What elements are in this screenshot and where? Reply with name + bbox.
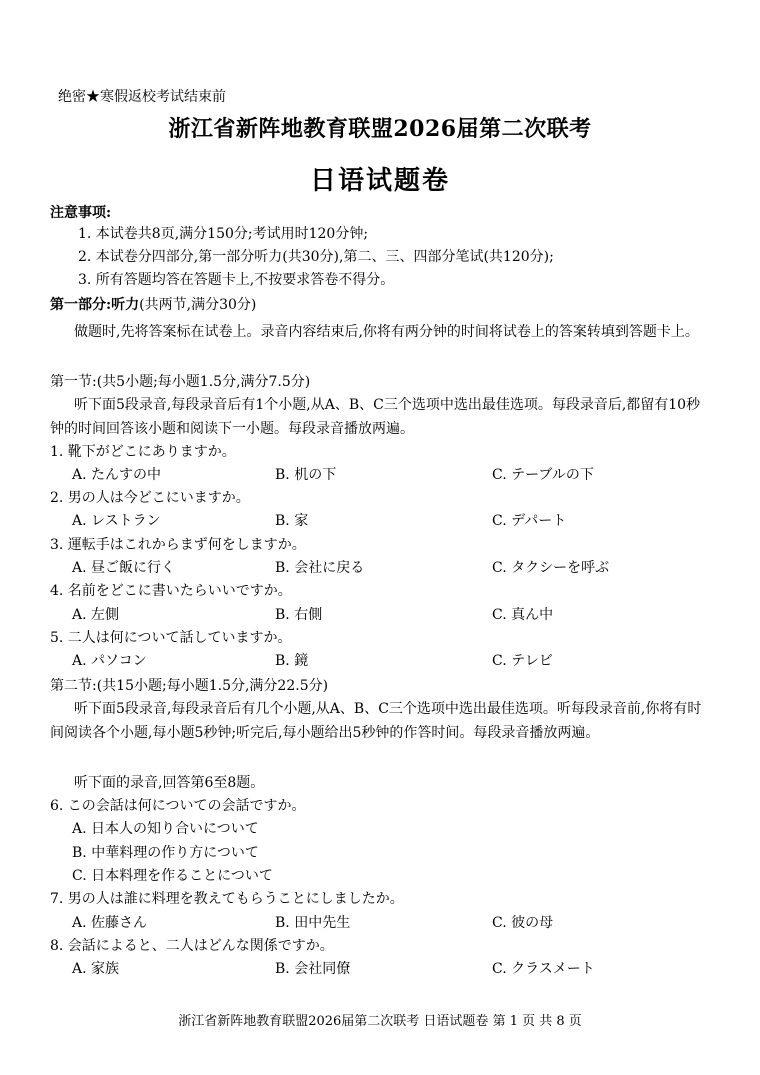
option-a: A. 家族: [72, 961, 120, 977]
option-c: C. テーブルの下: [492, 467, 594, 483]
question-2: 2. 男の人は今どこにいますか。: [50, 490, 250, 506]
option-b: B. 中華料理の作り方について: [72, 845, 259, 861]
question-1: 1. 靴下がどこにありますか。: [50, 444, 236, 460]
part1-instruction: 做题时,先将答案标在试卷上。录音内容结束后,你将有两分钟的时间将试卷上的答案转填到答题卡上。: [74, 324, 699, 340]
exam-title: 浙江省新阵地教育联盟2026届第二次联考: [168, 116, 592, 142]
part1-heading-bold: 第一部分:听力: [50, 297, 140, 313]
option-c: C. テレビ: [492, 653, 553, 669]
section1-instruction: 听下面5段录音,每段录音后有1个小题,从A、B、C三个选项中选出最佳选项。每段录音后,都留有10秒钟的时间回答该小题和阅读下一小题。每段录音播放两遍。: [50, 397, 701, 437]
question-4: 4. 名前をどこに書いたらいいですか。: [50, 583, 292, 599]
section2-instruction: 听下面5段录音,每段录音后有几个小题,从A、B、C三个选项中选出最佳选项。听每段录音前,你将有时间阅读各个小题,每小题5秒钟;听完后,每小题给出5秒钟的作答时间。每段录音播放两遍。: [50, 701, 702, 741]
option-a: A. パソコン: [72, 653, 147, 669]
option-a: A. たんすの中: [72, 467, 162, 483]
option-b: B. 家: [275, 513, 309, 529]
option-c: C. クラスメート: [492, 961, 595, 977]
page-footer: 浙江省新阵地教育联盟2026届第二次联考 日语试题卷 第 1 页 共 8 页: [178, 1014, 582, 1029]
option-a: A. レストラン: [72, 513, 161, 529]
option-b: B. 田中先生: [275, 915, 351, 931]
option-c: C. 彼の母: [492, 915, 554, 931]
option-c: C. デパート: [492, 513, 567, 529]
option-a: A. 左側: [72, 607, 120, 623]
section2-heading: 第二节:(共15小题;每小题1.5分,满分22.5分): [50, 678, 329, 694]
option-c: C. 日本料理を作ることについて: [72, 868, 273, 884]
option-a: A. 日本人の知り合いについて: [72, 821, 259, 837]
section2-sub-instruction: 听下面的录音,回答第6至8题。: [74, 775, 265, 791]
notice-item: 1. 本试卷共8页,满分150分;考试用时120分钟;: [78, 226, 369, 242]
notice-heading: 注意事项:: [50, 205, 112, 221]
question-6: 6. この会話は何についての会話ですか。: [50, 798, 306, 814]
confidential-note: 绝密★寒假返校考试结束前: [58, 89, 226, 105]
question-8: 8. 会話によると、二人はどんな関係ですか。: [50, 938, 334, 954]
question-7: 7. 男の人は誰に料理を教えてもらうことにしましたか。: [50, 891, 404, 907]
section1-heading: 第一节:(共5小题;每小题1.5分,满分7.5分): [50, 374, 311, 390]
option-a: A. 昼ご飯に行く: [72, 560, 176, 576]
option-b: B. 会社に戻る: [275, 560, 365, 576]
part1-heading-rest: (共两节,满分30分): [139, 297, 257, 313]
option-b: B. 鏡: [275, 653, 309, 669]
notice-item: 3. 所有答题均答在答题卡上,不按要求答卷不得分。: [78, 272, 395, 288]
option-b: B. 右側: [275, 607, 323, 623]
option-c: C. 真ん中: [492, 607, 554, 623]
option-b: B. 机の下: [275, 467, 337, 483]
notice-item: 2. 本试卷分四部分,第一部分听力(共30分),第二、三、四部分笔试(共120分);: [78, 249, 554, 265]
option-a: A. 佐藤さん: [72, 915, 148, 931]
part1-heading: [50, 294, 256, 314]
option-c: C. タクシーを呼ぶ: [492, 560, 610, 576]
question-3: 3. 運転手はこれからまず何をしますか。: [50, 537, 306, 553]
option-b: B. 会社同僚: [275, 961, 351, 977]
question-5: 5. 二人は何について話していますか。: [50, 630, 292, 646]
paper-title: 日语试题卷: [309, 166, 450, 196]
